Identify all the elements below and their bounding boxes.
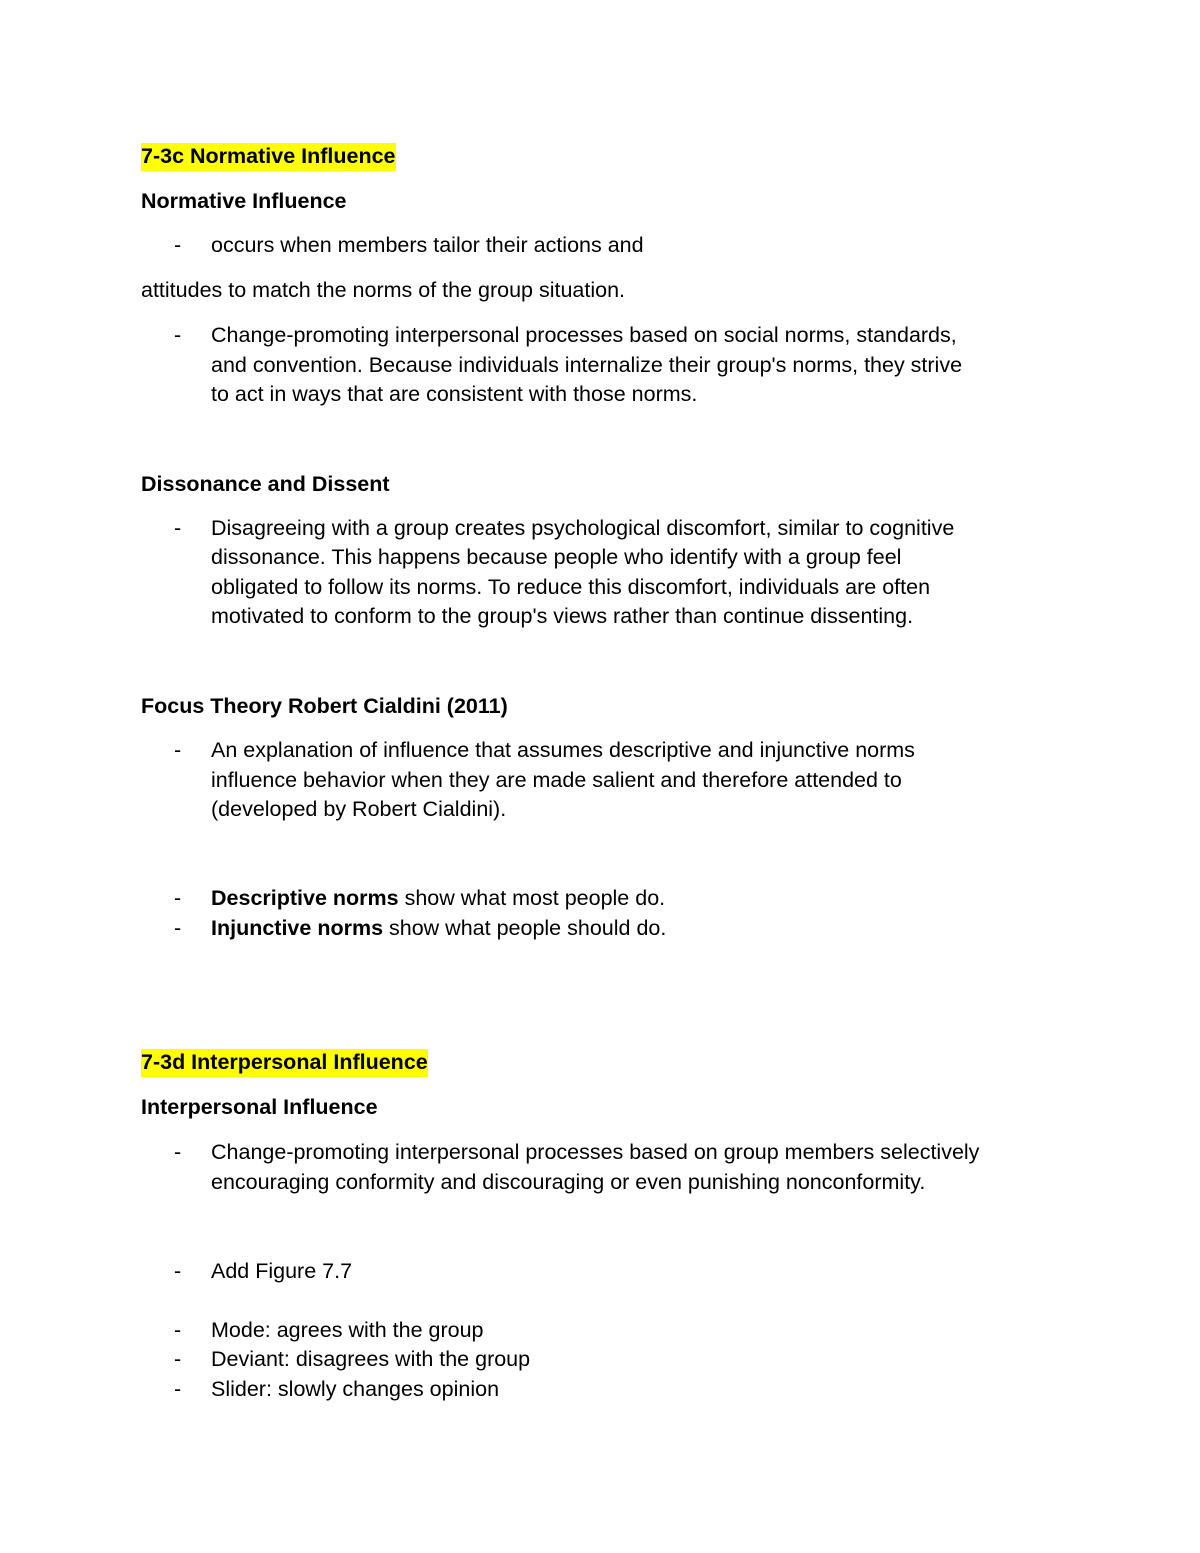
bullet-marker: -	[174, 233, 182, 257]
role-item-slider: Slider: slowly changes opinion	[211, 1377, 500, 1401]
bullet-marker: -	[174, 886, 182, 910]
bullet-marker: -	[174, 1259, 182, 1283]
role-item-mode: Mode: agrees with the group	[211, 1318, 484, 1342]
focus-bullet-line: An explanation of influence that assumes descriptive and injunctive norms	[211, 738, 915, 762]
bullet-marker: -	[174, 323, 182, 347]
bullet-marker: -	[174, 1347, 182, 1371]
role-item-deviant: Deviant: disagrees with the group	[211, 1347, 531, 1371]
section-title-7-3d	[141, 1049, 428, 1075]
dissonance-bullet-line: dissonance. This happens because people who identify with a group feel	[211, 545, 902, 569]
bullet-marker: -	[174, 1377, 182, 1401]
heading-dissonance-dissent: Dissonance and Dissent	[141, 472, 390, 496]
focus-bullet-line: (developed by Robert Cialdini).	[211, 797, 507, 821]
injunctive-norms-item	[211, 915, 666, 941]
bullet-marker: -	[174, 1318, 182, 1342]
figure-note: Add Figure 7.7	[211, 1259, 353, 1283]
normative-bullet-2-line: to act in ways that are consistent with those norms.	[211, 382, 698, 406]
normative-bullet-1: occurs when members tailor their actions and	[211, 233, 644, 257]
heading-normative-influence: Normative Influence	[141, 189, 347, 213]
descriptive-norms-text: show what most people do.	[398, 886, 666, 910]
bullet-marker: -	[174, 916, 182, 940]
normative-bullet-1-continuation: attitudes to match the norms of the group situation.	[141, 278, 626, 302]
descriptive-norms-item	[211, 885, 665, 911]
dissonance-bullet-line: obligated to follow its norms. To reduce this discomfort, individuals are often	[211, 575, 931, 599]
bullet-marker: -	[174, 1140, 182, 1164]
section-title-7-3c	[141, 143, 396, 169]
descriptive-norms-term: Descriptive norms	[211, 886, 399, 910]
normative-bullet-2-line: Change-promoting interpersonal processes based on social norms, standards,	[211, 323, 957, 347]
dissonance-bullet-line: motivated to conform to the group's views rather than continue dissenting.	[211, 604, 914, 628]
injunctive-norms-text: show what people should do.	[383, 916, 667, 940]
bullet-marker: -	[174, 738, 182, 762]
injunctive-norms-term: Injunctive norms	[211, 916, 384, 940]
heading-focus-theory: Focus Theory Robert Cialdini (2011)	[141, 694, 508, 718]
section-title-text: 7-3c Normative Influence	[141, 143, 396, 171]
bullet-marker: -	[174, 516, 182, 540]
dissonance-bullet-line: Disagreeing with a group creates psychological discomfort, similar to cognitive	[211, 516, 955, 540]
interpersonal-bullet-line: Change-promoting interpersonal processes based on group members selectively	[211, 1140, 980, 1164]
focus-bullet-line: influence behavior when they are made salient and therefore attended to	[211, 768, 902, 792]
interpersonal-bullet-line: encouraging conformity and discouraging or even punishing nonconformity.	[211, 1170, 926, 1194]
normative-bullet-2-line: and convention. Because individuals internalize their group's norms, they strive	[211, 353, 963, 377]
section-title-text: 7-3d Interpersonal Influence	[141, 1049, 428, 1077]
heading-interpersonal-influence: Interpersonal Influence	[141, 1095, 378, 1119]
